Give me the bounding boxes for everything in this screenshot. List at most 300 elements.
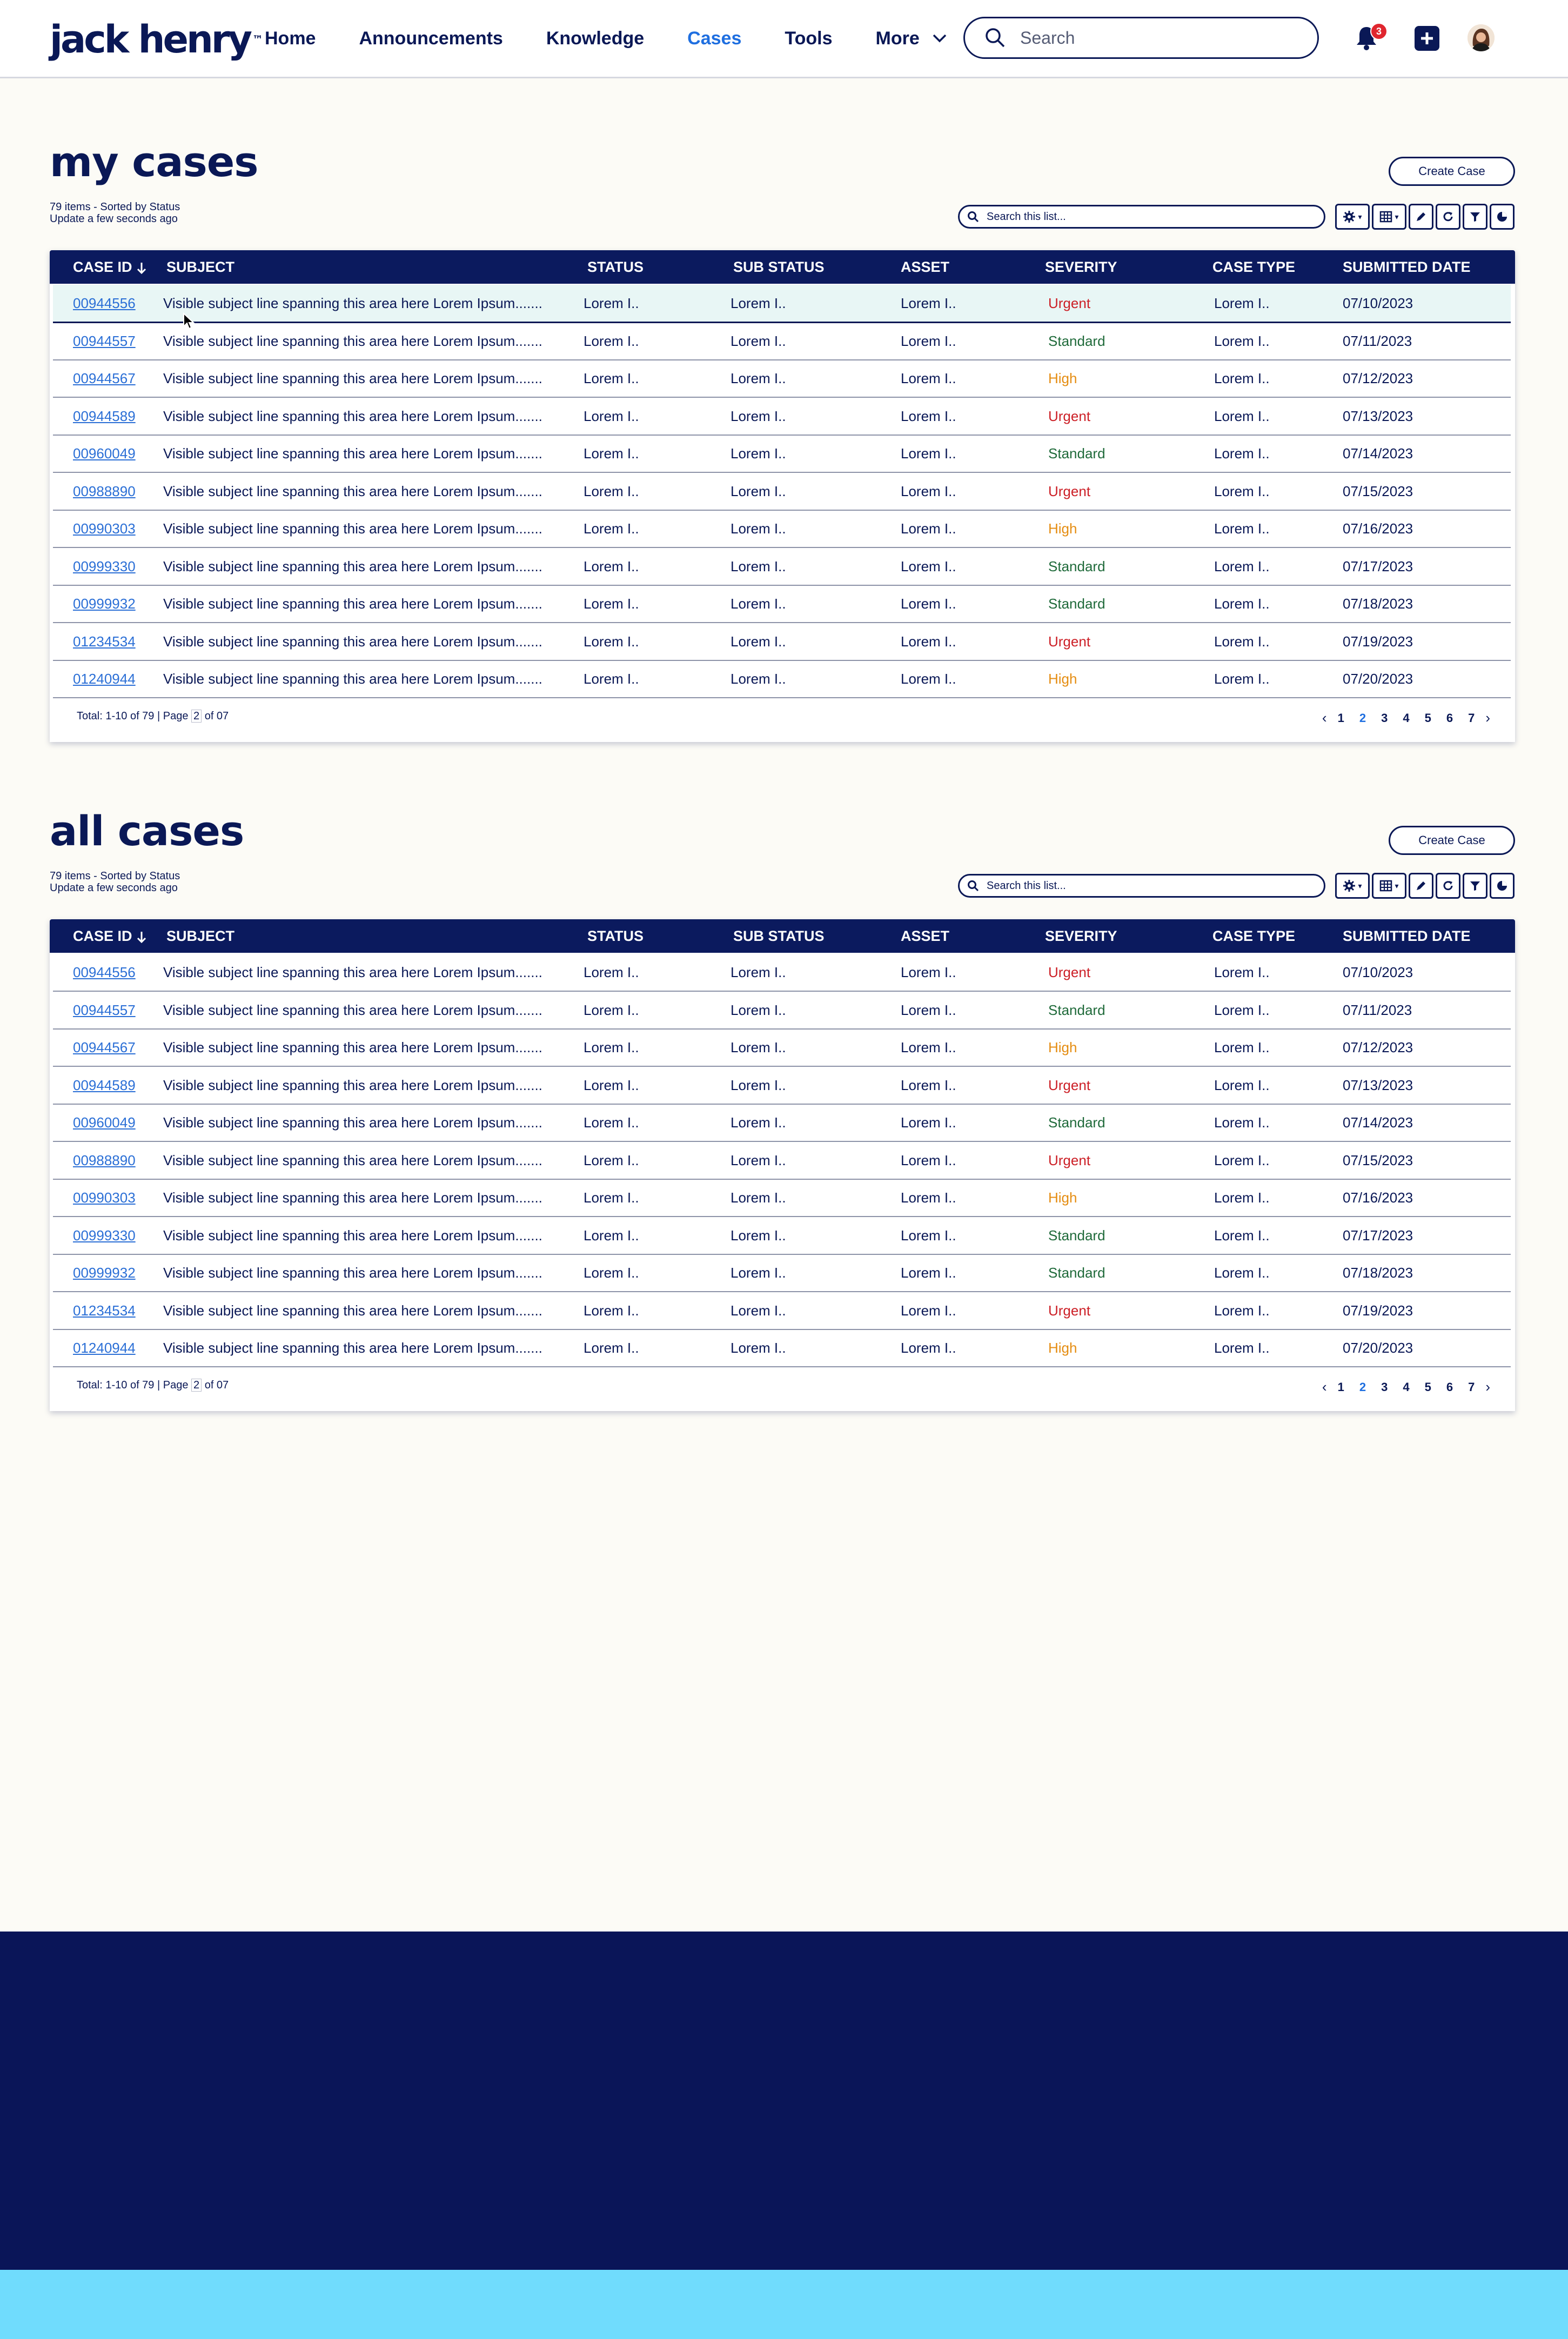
pager-info (77, 710, 229, 723)
col-case-id-label: CASE ID (73, 259, 132, 275)
pencil-icon (1415, 211, 1427, 223)
cell-case-type: Lorem I.. (1214, 295, 1270, 311)
logo-trademark: ™ (252, 33, 263, 46)
cell-asset: Lorem I.. (901, 964, 956, 980)
cell-date: 07/17/2023 (1343, 1227, 1413, 1244)
settings-menu-button[interactable]: ▾ (1335, 873, 1370, 899)
list-toolbar (1335, 873, 1517, 899)
nav-cases-label: Cases (687, 28, 742, 49)
cell-sub-status: Lorem I.. (731, 520, 786, 537)
cell-case-type: Lorem I.. (1214, 445, 1270, 462)
cell-subject: Visible subject line spanning this area here Lorem Ipsum....... (163, 407, 542, 424)
list-search-input[interactable] (986, 210, 1312, 224)
cell-asset: Lorem I.. (901, 1340, 956, 1356)
cell-status: Lorem I.. (584, 1302, 639, 1319)
cell-severity: Standard (1048, 1114, 1105, 1131)
cell-sub-status: Lorem I.. (731, 1302, 786, 1319)
list-search[interactable] (958, 874, 1325, 898)
cell-subject: Visible subject line spanning this area here Lorem Ipsum....... (163, 558, 542, 574)
cell-sub-status: Lorem I.. (731, 407, 786, 424)
page-link-4[interactable]: 4 (1403, 711, 1410, 725)
cell-sub-status: Lorem I.. (731, 1152, 786, 1168)
logo-text: jack henry (50, 17, 250, 62)
cell-id-link[interactable]: 00944556 (73, 295, 136, 311)
cell-case-type: Lorem I.. (1214, 1302, 1270, 1319)
cell-severity: Standard (1048, 1001, 1105, 1018)
cell-case-type: Lorem I.. (1214, 1001, 1270, 1018)
nav-tools-label: Tools (785, 28, 833, 49)
col-submitted-date[interactable]: SUBMITTED DATE (1343, 259, 1471, 275)
table-row[interactable] (53, 1067, 1511, 1105)
table-row[interactable] (53, 585, 1511, 623)
table-row[interactable] (53, 1179, 1511, 1217)
my-cases-table (50, 250, 1515, 742)
page-link-5[interactable]: 5 (1424, 1380, 1431, 1394)
cell-severity: Urgent (1048, 1152, 1091, 1168)
global-search-input[interactable] (1019, 28, 1302, 49)
cell-id-link[interactable]: 00960049 (73, 1114, 136, 1131)
search-icon (984, 27, 1006, 49)
cell-sub-status: Lorem I.. (731, 1227, 786, 1244)
table-row[interactable] (53, 1104, 1511, 1142)
cell-severity: Standard (1048, 332, 1105, 349)
chart-button[interactable] (1490, 873, 1515, 899)
cell-status: Lorem I.. (584, 1001, 639, 1018)
pager-prefix: Total: 1-10 of 79 | Page (77, 710, 192, 722)
cell-case-type: Lorem I.. (1214, 1039, 1270, 1055)
cell-status: Lorem I.. (584, 1265, 639, 1281)
footer-strip (0, 2270, 1568, 2339)
cell-status: Lorem I.. (584, 964, 639, 980)
list-meta (50, 870, 180, 894)
page-link-5[interactable]: 5 (1424, 711, 1431, 725)
mouse-pointer-icon (183, 312, 195, 330)
all-cases-table (50, 919, 1515, 1411)
page-link-2[interactable]: 2 (1359, 711, 1366, 725)
cell-status: Lorem I.. (584, 370, 639, 386)
cell-case-type: Lorem I.. (1214, 332, 1270, 349)
cell-sub-status: Lorem I.. (731, 370, 786, 386)
page-link-3[interactable]: 3 (1381, 711, 1388, 725)
table-row[interactable] (53, 323, 1511, 360)
page-link-7[interactable]: 7 (1468, 711, 1475, 725)
cell-case-type: Lorem I.. (1214, 1265, 1270, 1281)
col-subject[interactable]: SUBJECT (166, 259, 235, 275)
table-row[interactable] (53, 623, 1511, 661)
cell-severity: High (1048, 370, 1077, 386)
cell-id-link[interactable]: 01240944 (73, 671, 136, 687)
list-meta (50, 201, 180, 225)
cell-subject: Visible subject line spanning this area here Lorem Ipsum....... (163, 633, 542, 650)
cell-sub-status: Lorem I.. (731, 295, 786, 311)
gear-icon (1343, 879, 1356, 892)
cell-sub-status: Lorem I.. (731, 1265, 786, 1281)
table-row[interactable] (53, 954, 1511, 992)
cell-status: Lorem I.. (584, 671, 639, 687)
cell-sub-status: Lorem I.. (731, 964, 786, 980)
cell-id-link[interactable]: 00944556 (73, 964, 136, 980)
cell-sub-status: Lorem I.. (731, 1340, 786, 1356)
col-subject[interactable]: SUBJECT (166, 928, 235, 944)
cell-subject: Visible subject line spanning this area here Lorem Ipsum....... (163, 295, 542, 311)
cell-date: 07/20/2023 (1343, 1340, 1413, 1356)
cell-id-link[interactable]: 00944557 (73, 1001, 136, 1018)
cell-date: 07/15/2023 (1343, 1152, 1413, 1168)
chevron-left-icon[interactable]: ‹ (1322, 710, 1327, 726)
items-sort-info: 79 items - Sorted by Status (50, 201, 180, 213)
filter-icon (1469, 211, 1481, 223)
cell-asset: Lorem I.. (901, 295, 956, 311)
main-nav (265, 0, 990, 77)
nav-cases[interactable] (687, 28, 741, 49)
cell-subject: Visible subject line spanning this area here Lorem Ipsum....... (163, 1302, 542, 1319)
cell-date: 07/11/2023 (1343, 1001, 1412, 1018)
cell-severity: Urgent (1048, 964, 1091, 980)
jack-henry-logo[interactable] (50, 15, 263, 64)
cell-asset: Lorem I.. (901, 370, 956, 386)
list-search-input[interactable] (986, 879, 1312, 893)
cell-status: Lorem I.. (584, 1189, 639, 1206)
chevron-right-icon[interactable]: › (1485, 1379, 1490, 1395)
chevron-right-icon[interactable]: › (1485, 710, 1490, 726)
cell-date: 07/11/2023 (1343, 332, 1412, 349)
cell-status: Lorem I.. (584, 1114, 639, 1131)
table-row[interactable] (53, 285, 1511, 323)
cell-asset: Lorem I.. (901, 1001, 956, 1018)
table-row[interactable] (53, 1142, 1511, 1180)
cell-date: 07/10/2023 (1343, 964, 1413, 980)
filter-icon (1469, 880, 1481, 892)
cell-id-link[interactable]: 01234534 (73, 1302, 136, 1319)
cell-status: Lorem I.. (584, 520, 639, 537)
cell-asset: Lorem I.. (901, 483, 956, 499)
cell-status: Lorem I.. (584, 483, 639, 499)
table-row[interactable] (53, 1329, 1511, 1367)
cell-case-type: Lorem I.. (1214, 1189, 1270, 1206)
cell-id-link[interactable]: 00988890 (73, 1152, 136, 1168)
cell-date: 07/18/2023 (1343, 596, 1413, 612)
col-submitted-date[interactable]: SUBMITTED DATE (1343, 928, 1471, 944)
cell-id-link[interactable]: 00944567 (73, 1039, 136, 1055)
pager-info (77, 1379, 229, 1392)
page-footer (0, 1932, 1568, 2270)
cell-status: Lorem I.. (584, 558, 639, 574)
refresh-button[interactable] (1436, 873, 1460, 899)
table-header (50, 250, 1515, 284)
cell-id-link[interactable]: 01234534 (73, 633, 136, 650)
cell-asset: Lorem I.. (901, 1152, 956, 1168)
col-asset[interactable]: ASSET (901, 928, 950, 944)
cell-sub-status: Lorem I.. (731, 445, 786, 462)
settings-menu-button[interactable]: ▾ (1335, 204, 1370, 230)
cell-sub-status: Lorem I.. (731, 633, 786, 650)
update-info: Update a few seconds ago (50, 882, 178, 894)
cell-severity: Standard (1048, 1265, 1105, 1281)
cell-severity: High (1048, 671, 1077, 687)
cell-asset: Lorem I.. (901, 1265, 956, 1281)
col-case-id[interactable] (73, 250, 146, 284)
cell-status: Lorem I.. (584, 1152, 639, 1168)
cell-case-type: Lorem I.. (1214, 483, 1270, 499)
cell-status: Lorem I.. (584, 295, 639, 311)
edit-button[interactable] (1409, 873, 1433, 899)
cell-id-link[interactable]: 00944589 (73, 1077, 136, 1093)
chart-button[interactable] (1490, 204, 1515, 230)
col-asset[interactable]: ASSET (901, 259, 950, 275)
cell-case-type: Lorem I.. (1214, 520, 1270, 537)
nav-more-label: More (875, 28, 920, 49)
create-case-button[interactable]: Create Case (1389, 826, 1515, 855)
page-link-7[interactable]: 7 (1468, 1380, 1475, 1394)
refresh-button[interactable] (1436, 204, 1460, 230)
cell-subject: Visible subject line spanning this area here Lorem Ipsum....... (163, 332, 542, 349)
edit-button[interactable] (1409, 204, 1433, 230)
cell-subject: Visible subject line spanning this area here Lorem Ipsum....... (163, 596, 542, 612)
cell-case-type: Lorem I.. (1214, 964, 1270, 980)
chevron-down-icon (933, 34, 947, 43)
list-toolbar (1335, 204, 1517, 230)
notifications-button[interactable] (1355, 25, 1382, 54)
cell-date: 07/19/2023 (1343, 633, 1413, 650)
cell-date: 07/18/2023 (1343, 1265, 1413, 1281)
cell-severity: Standard (1048, 596, 1105, 612)
cell-id-link[interactable]: 00999932 (73, 1265, 136, 1281)
cell-subject: Visible subject line spanning this area here Lorem Ipsum....... (163, 1001, 542, 1018)
cell-subject: Visible subject line spanning this area here Lorem Ipsum....... (163, 1039, 542, 1055)
cell-asset: Lorem I.. (901, 1039, 956, 1055)
cell-asset: Lorem I.. (901, 407, 956, 424)
cell-date: 07/14/2023 (1343, 1114, 1413, 1131)
cell-id-link[interactable]: 00944567 (73, 370, 136, 386)
cell-sub-status: Lorem I.. (731, 596, 786, 612)
cell-severity: High (1048, 1340, 1077, 1356)
add-button[interactable] (1415, 26, 1439, 51)
page-link-4[interactable]: 4 (1403, 1380, 1410, 1394)
cell-id-link[interactable]: 01240944 (73, 1340, 136, 1356)
page-link-2[interactable]: 2 (1359, 1380, 1366, 1394)
page-link-1[interactable]: 1 (1337, 711, 1344, 725)
cell-id-link[interactable]: 00944589 (73, 407, 136, 424)
pencil-icon (1415, 880, 1427, 892)
nav-tools[interactable] (785, 28, 832, 49)
nav-announcements[interactable] (359, 28, 502, 49)
cell-asset: Lorem I.. (901, 633, 956, 650)
nav-announcements-label: Announcements (359, 28, 503, 49)
cell-asset: Lorem I.. (901, 520, 956, 537)
cell-id-link[interactable]: 00999932 (73, 596, 136, 612)
refresh-icon (1442, 880, 1454, 892)
cell-status: Lorem I.. (584, 407, 639, 424)
cell-case-type: Lorem I.. (1214, 1152, 1270, 1168)
cell-date: 07/14/2023 (1343, 445, 1413, 462)
pager-prefix: Total: 1-10 of 79 | Page (77, 1379, 192, 1391)
cell-id-link[interactable]: 00990303 (73, 520, 136, 537)
col-status[interactable]: STATUS (587, 928, 644, 944)
cell-subject: Visible subject line spanning this area here Lorem Ipsum....... (163, 445, 542, 462)
list-search[interactable] (958, 205, 1325, 229)
cell-date: 07/15/2023 (1343, 483, 1413, 499)
cell-subject: Visible subject line spanning this area here Lorem Ipsum....... (163, 1340, 542, 1356)
page-link-6[interactable]: 6 (1446, 711, 1453, 725)
cell-asset: Lorem I.. (901, 1077, 956, 1093)
cell-date: 07/10/2023 (1343, 295, 1413, 311)
cell-asset: Lorem I.. (901, 596, 956, 612)
table-row[interactable] (53, 992, 1511, 1030)
table-row[interactable] (53, 510, 1511, 548)
cell-case-type: Lorem I.. (1214, 1114, 1270, 1131)
col-severity[interactable]: SEVERITY (1045, 928, 1117, 944)
cell-sub-status: Lorem I.. (731, 1189, 786, 1206)
cell-date: 07/19/2023 (1343, 1302, 1413, 1319)
table-row[interactable] (53, 1029, 1511, 1067)
cell-date: 07/12/2023 (1343, 1039, 1413, 1055)
cell-severity: Standard (1048, 445, 1105, 462)
pager-suffix: of 07 (202, 710, 229, 722)
cell-severity: Urgent (1048, 1077, 1091, 1093)
columns-menu-button[interactable]: ▾ (1372, 204, 1406, 230)
col-sub-status[interactable]: SUB STATUS (733, 259, 825, 275)
cell-sub-status: Lorem I.. (731, 1039, 786, 1055)
cell-status: Lorem I.. (584, 596, 639, 612)
cell-asset: Lorem I.. (901, 1189, 956, 1206)
search-icon (967, 211, 979, 223)
cell-status: Lorem I.. (584, 1039, 639, 1055)
columns-icon (1379, 210, 1392, 223)
page-link-6[interactable]: 6 (1446, 1380, 1453, 1394)
cell-case-type: Lorem I.. (1214, 633, 1270, 650)
table-row[interactable] (53, 1217, 1511, 1255)
create-case-button[interactable]: Create Case (1389, 157, 1515, 186)
cell-subject: Visible subject line spanning this area here Lorem Ipsum....... (163, 964, 542, 980)
search-icon (967, 880, 979, 892)
refresh-icon (1442, 211, 1454, 223)
cell-subject: Visible subject line spanning this area here Lorem Ipsum....... (163, 1077, 542, 1093)
col-case-type[interactable]: CASE TYPE (1212, 259, 1296, 275)
cell-id-link[interactable]: 00960049 (73, 445, 136, 462)
cell-case-type: Lorem I.. (1214, 1340, 1270, 1356)
section-title-all-cases: all cases (50, 807, 244, 855)
cell-id-link[interactable]: 00988890 (73, 483, 136, 499)
cell-case-type: Lorem I.. (1214, 558, 1270, 574)
cell-id-link[interactable]: 00999330 (73, 558, 136, 574)
nav-knowledge[interactable] (546, 28, 644, 49)
chevron-left-icon[interactable]: ‹ (1322, 1379, 1327, 1395)
col-case-type[interactable]: CASE TYPE (1212, 928, 1296, 944)
page-link-1[interactable]: 1 (1337, 1380, 1344, 1394)
cell-severity: High (1048, 1189, 1077, 1206)
cell-status: Lorem I.. (584, 1340, 639, 1356)
col-case-id-label: CASE ID (73, 928, 132, 944)
cell-date: 07/20/2023 (1343, 671, 1413, 687)
col-case-id[interactable] (73, 919, 146, 953)
table-row[interactable] (53, 435, 1511, 473)
cell-case-type: Lorem I.. (1214, 407, 1270, 424)
sort-down-icon (137, 931, 146, 944)
gear-icon (1343, 210, 1356, 223)
nav-home[interactable] (265, 28, 316, 49)
table-row[interactable] (53, 473, 1511, 511)
table-row[interactable] (53, 360, 1511, 398)
cell-status: Lorem I.. (584, 445, 639, 462)
cell-id-link[interactable]: 00999330 (73, 1227, 136, 1244)
cell-subject: Visible subject line spanning this area here Lorem Ipsum....... (163, 1265, 542, 1281)
cell-subject: Visible subject line spanning this area here Lorem Ipsum....... (163, 671, 542, 687)
table-row[interactable] (53, 398, 1511, 436)
cell-severity: Urgent (1048, 483, 1091, 499)
col-sub-status[interactable]: SUB STATUS (733, 928, 825, 944)
cell-subject: Visible subject line spanning this area here Lorem Ipsum....... (163, 1152, 542, 1168)
avatar[interactable] (1468, 24, 1495, 51)
cell-case-type: Lorem I.. (1214, 596, 1270, 612)
sort-down-icon (137, 262, 146, 275)
cell-severity: Urgent (1048, 633, 1091, 650)
cell-sub-status: Lorem I.. (731, 483, 786, 499)
pager-page-input[interactable]: 2 (191, 710, 202, 723)
table-row[interactable] (53, 660, 1511, 698)
table-row[interactable] (53, 548, 1511, 586)
cell-date: 07/16/2023 (1343, 1189, 1413, 1206)
global-search[interactable] (963, 17, 1319, 59)
cell-sub-status: Lorem I.. (731, 1114, 786, 1131)
nav-home-label: Home (265, 28, 316, 49)
pagination (1319, 1379, 1493, 1395)
cell-subject: Visible subject line spanning this area here Lorem Ipsum....... (163, 1114, 542, 1131)
top-navigation-bar (0, 0, 1568, 78)
pager-page-input[interactable]: 2 (191, 1379, 202, 1392)
cell-sub-status: Lorem I.. (731, 332, 786, 349)
cell-date: 07/13/2023 (1343, 407, 1413, 424)
filter-button[interactable] (1463, 873, 1487, 899)
pagination (1319, 710, 1493, 726)
table-row[interactable] (53, 1292, 1511, 1330)
filter-button[interactable] (1463, 204, 1487, 230)
nav-more[interactable] (876, 28, 947, 49)
cell-id-link[interactable]: 00990303 (73, 1189, 136, 1206)
pager-suffix: of 07 (202, 1379, 229, 1391)
avatar-image (1468, 24, 1495, 51)
cell-asset: Lorem I.. (901, 1114, 956, 1131)
plus-icon (1419, 31, 1435, 46)
cell-id-link[interactable]: 00944557 (73, 332, 136, 349)
cell-severity: High (1048, 520, 1077, 537)
cell-subject: Visible subject line spanning this area here Lorem Ipsum....... (163, 520, 542, 537)
columns-menu-button[interactable]: ▾ (1372, 873, 1406, 899)
cell-status: Lorem I.. (584, 332, 639, 349)
cell-sub-status: Lorem I.. (731, 1001, 786, 1018)
table-row[interactable] (53, 1254, 1511, 1292)
cell-sub-status: Lorem I.. (731, 1077, 786, 1093)
cell-subject: Visible subject line spanning this area here Lorem Ipsum....... (163, 483, 542, 499)
cell-subject: Visible subject line spanning this area here Lorem Ipsum....... (163, 370, 542, 386)
cell-asset: Lorem I.. (901, 1227, 956, 1244)
cell-asset: Lorem I.. (901, 332, 956, 349)
section-title-my-cases: my cases (50, 138, 258, 186)
col-severity[interactable]: SEVERITY (1045, 259, 1117, 275)
cell-severity: High (1048, 1039, 1077, 1055)
columns-icon (1379, 879, 1392, 892)
cell-asset: Lorem I.. (901, 558, 956, 574)
cell-severity: Urgent (1048, 407, 1091, 424)
cell-severity: Standard (1048, 1227, 1105, 1244)
cell-date: 07/17/2023 (1343, 558, 1413, 574)
cell-status: Lorem I.. (584, 1227, 639, 1244)
cell-case-type: Lorem I.. (1214, 1077, 1270, 1093)
page-link-3[interactable]: 3 (1381, 1380, 1388, 1394)
nav-knowledge-label: Knowledge (546, 28, 645, 49)
cell-date: 07/13/2023 (1343, 1077, 1413, 1093)
cell-sub-status: Lorem I.. (731, 671, 786, 687)
col-status[interactable]: STATUS (587, 259, 644, 275)
